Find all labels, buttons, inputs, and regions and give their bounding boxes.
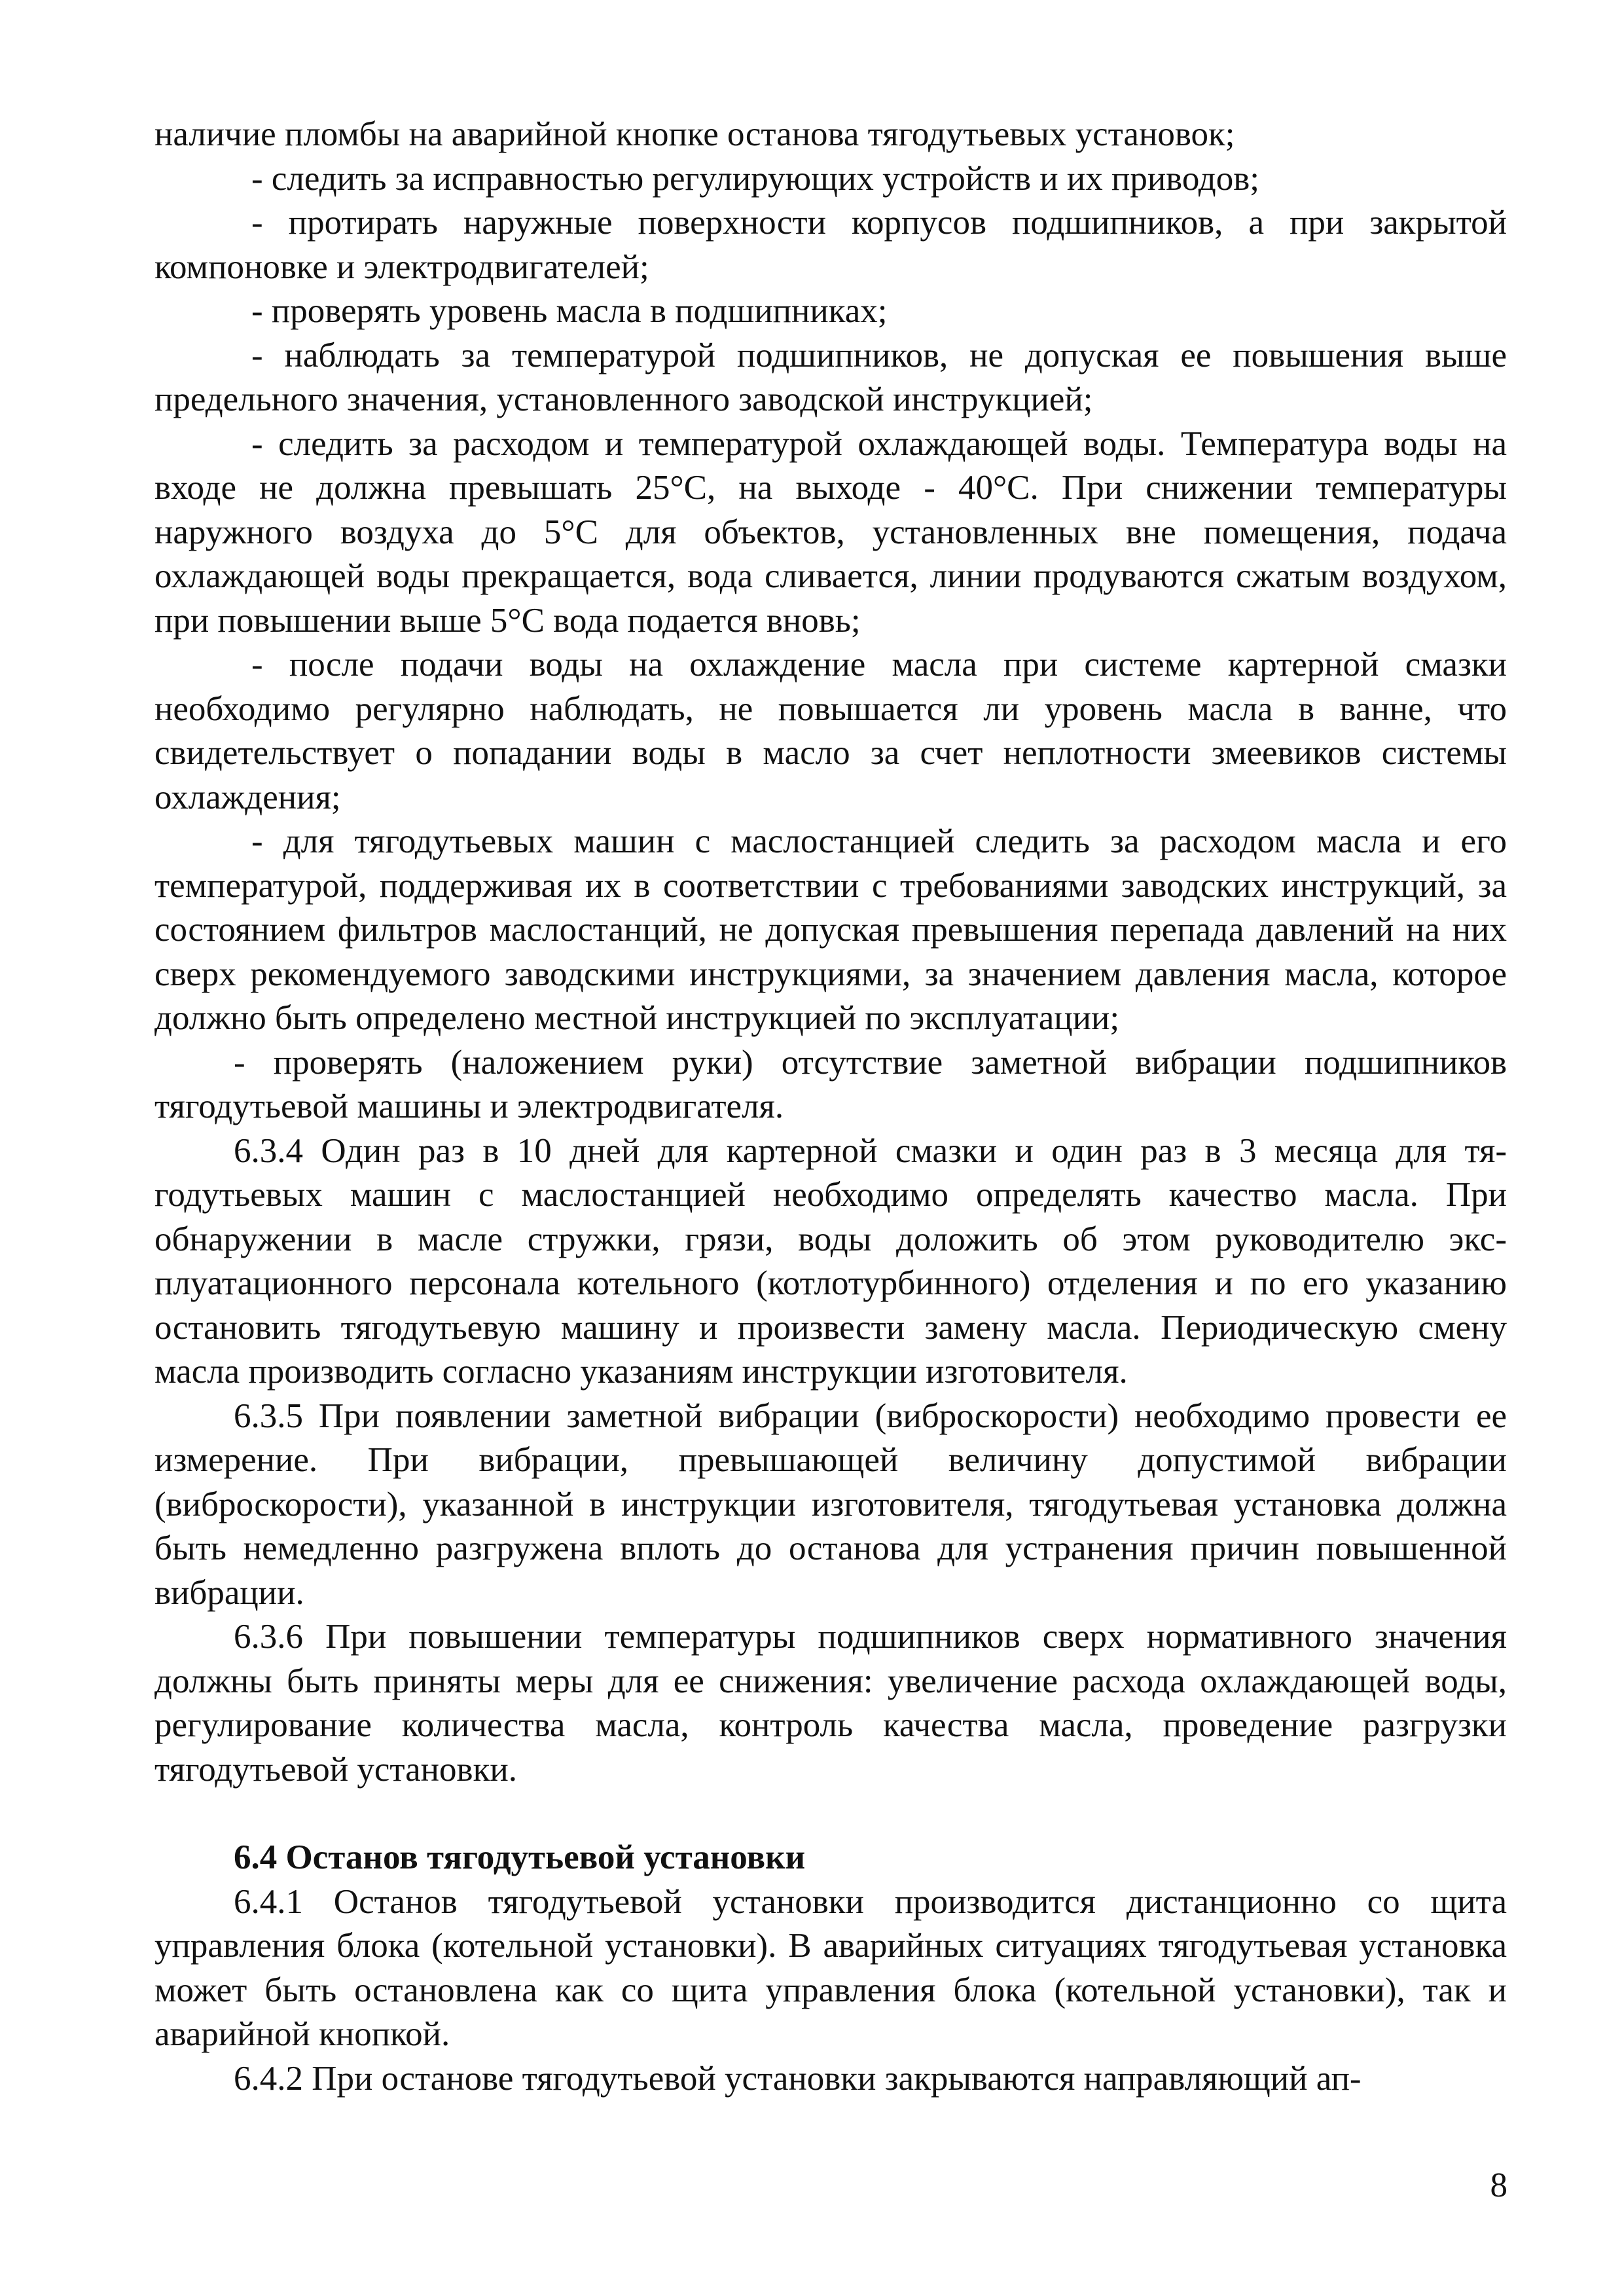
paragraph-6-3-4: 6.3.4 Один раз в 10 дней для картерной смазки и один раз в 3 месяца для тягодутьевых машин с маслостанцией необходимо определять качество масла. При обнаружении в масле стружки, грязи, воды доложить об этом руководителю эксплуатационного персонала котельного (котлотурбинного) отделения и по его указанию остановить тягодутьевую машину и произвести замену масла. Периодическую смену масла производить согласно указаниям инструкции изготовителя. xyxy=(154,1131,1507,1391)
paragraph-6-4-2: 6.4.2 При останове тягодутьевой установки закрываются направляющий ап- xyxy=(234,2059,1362,2098)
list-item: - для тягодутьевых машин с маслостанцией следить за расходом масла и его температурой, поддерживая их в соответствии с требованиями заводских инструкций, за состоянием фильтров маслостанций, не допуская превышения перепада давлений на них сверх рекомендуемого заводскими инструкциями, за значением давления масла, которое должно быть определено местной инструкцией по эксплуатации; xyxy=(154,822,1507,1037)
page-number: 8 xyxy=(1490,2166,1507,2204)
paragraph-6-3-5: 6.3.5 При появлении заметной вибрации (виброскорости) необходимо провести ее измерение. При вибрации, превышающей величину допустимой вибрации (виброскорости), указанной в инструкции изготовителя, тягодутьевая установка должна быть немедленно разгружена вплоть до останова для устранения причин повышенной вибрации. xyxy=(154,1396,1507,1612)
document-body xyxy=(154,113,1507,2101)
list-item: - проверять (наложением руки) отсутствие заметной вибрации подшипников тягодутьевой машины и электродвигателя. xyxy=(154,1043,1507,1125)
list-item: - следить за исправностью регулирующих устройств и их приводов; xyxy=(251,159,1260,198)
list-item: - следить за расходом и температурой охлаждающей воды. Температура воды на входе не должна превышать 25°С, на выходе - 40°С. При снижении температуры наружного воздуха до 5°С для объектов, установленных вне помещения, подача охлаждающей воды прекращается, вода сливается, линии продуваются сжатым воздухом, при повышении выше 5°С вода подается вновь; xyxy=(154,424,1507,640)
list-item: - наблюдать за температурой подшипников, не допуская ее повышения выше предельного значения, установленного заводской инструкцией; xyxy=(154,336,1507,418)
list-item: - протирать наружные поверхности корпусов подшипников, а при закрытой компоновке и электродвигателей; xyxy=(154,204,1507,286)
list-item: - проверять уровень масла в подшипниках; xyxy=(251,292,888,330)
paragraph: наличие пломбы на аварийной кнопке останова тягодутьевых установок; xyxy=(154,115,1235,153)
section-heading: 6.4 Останов тягодутьевой установки xyxy=(234,1838,806,1876)
paragraph-6-3-6: 6.3.6 При повышении температуры подшипников сверх нормативного значения должны быть приняты меры для ее снижения: увеличение расхода охлаждающей воды, регулирование количества масла, контроль качества масла, проведение разгрузки тягодутьевой установки. xyxy=(154,1618,1507,1789)
list-item: - после подачи воды на охлаждение масла при системе картерной смазки необходимо регулярно наблюдать, не повышается ли уровень масла в ванне, что свидетельствует о попадании воды в масло за счет неплотности змеевиков системы охлаждения; xyxy=(154,646,1507,816)
paragraph-6-4-1: 6.4.1 Останов тягодутьевой установки производится дистанционно со щита управления блока (котельной установки). В аварийных ситуациях тягодутьевая установка может быть остановлена как со щита управления блока (котельной установки), так и аварийной кнопкой. xyxy=(154,1882,1507,2053)
